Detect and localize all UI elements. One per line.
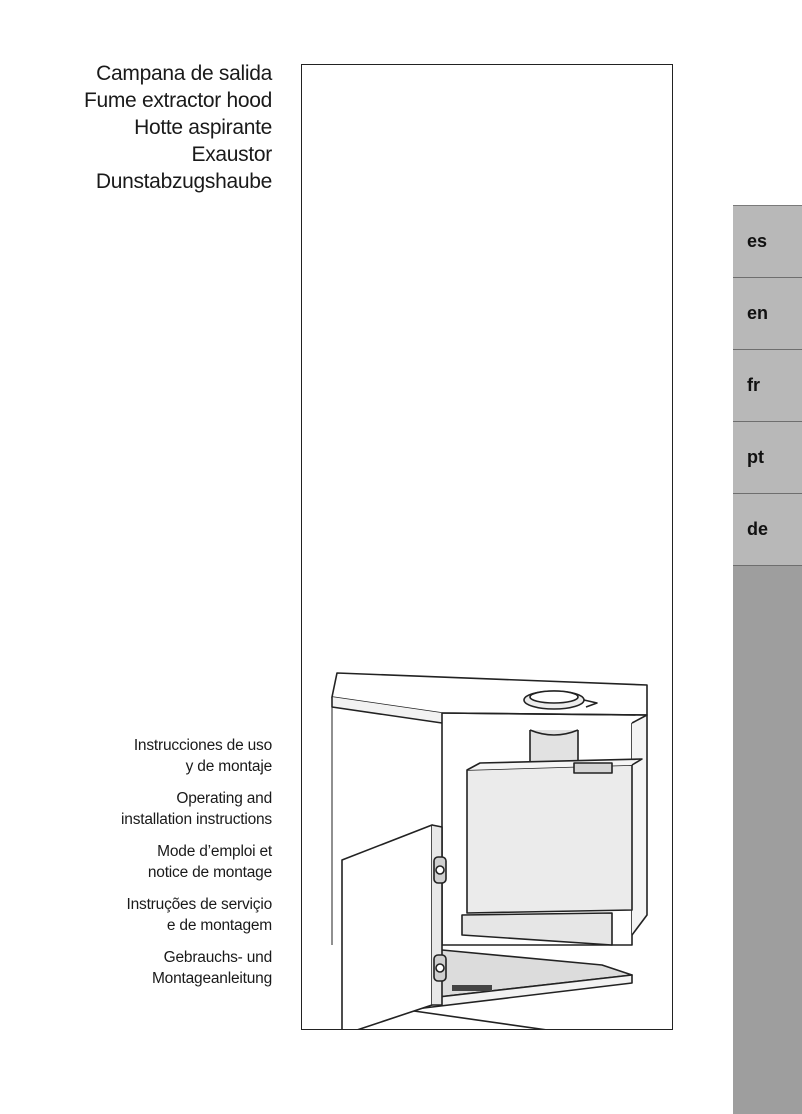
tab-fr[interactable]: fr: [733, 350, 802, 422]
cover-illustration-frame: [301, 64, 673, 1030]
manual-de-line1: Gebrauchs- und: [163, 949, 272, 966]
manual-fr-line1: Mode d’emploi et: [157, 843, 272, 860]
manual-en-line1: Operating and: [176, 790, 272, 807]
language-tab-bar: [733, 205, 802, 1114]
title-en: Fume extractor hood: [83, 89, 272, 112]
title-de: Dunstabzugshaube: [95, 170, 272, 193]
manual-es-line2: y de montaje: [185, 758, 272, 775]
manual-en: [60, 788, 272, 830]
manual-pt-line2: e de montagem: [166, 917, 272, 934]
tab-es[interactable]: es: [733, 206, 802, 278]
title-fr: Hotte aspirante: [134, 116, 272, 139]
product-titles: [40, 60, 272, 195]
manual-de-line2: Montageanleitung: [151, 970, 272, 987]
extractor-hood-illustration-icon: [302, 645, 673, 1030]
tab-en[interactable]: en: [733, 278, 802, 350]
title-pt: Exaustor: [191, 143, 272, 166]
manual-es-line1: Instrucciones de uso: [133, 737, 272, 754]
manual-fr-line2: notice de montage: [147, 864, 272, 881]
tab-pt[interactable]: pt: [733, 422, 802, 494]
manual-es: [60, 735, 272, 777]
manual-pt-line1: Instruções de serviçio: [126, 896, 272, 913]
title-es: Campana de salida: [96, 62, 272, 85]
manual-subtitles: [60, 735, 272, 1000]
manual-fr: [60, 841, 272, 883]
manual-pt: [60, 894, 272, 936]
manual-de: [60, 947, 272, 989]
tab-de[interactable]: de: [733, 494, 802, 566]
manual-en-line2: installation instructions: [121, 811, 272, 828]
